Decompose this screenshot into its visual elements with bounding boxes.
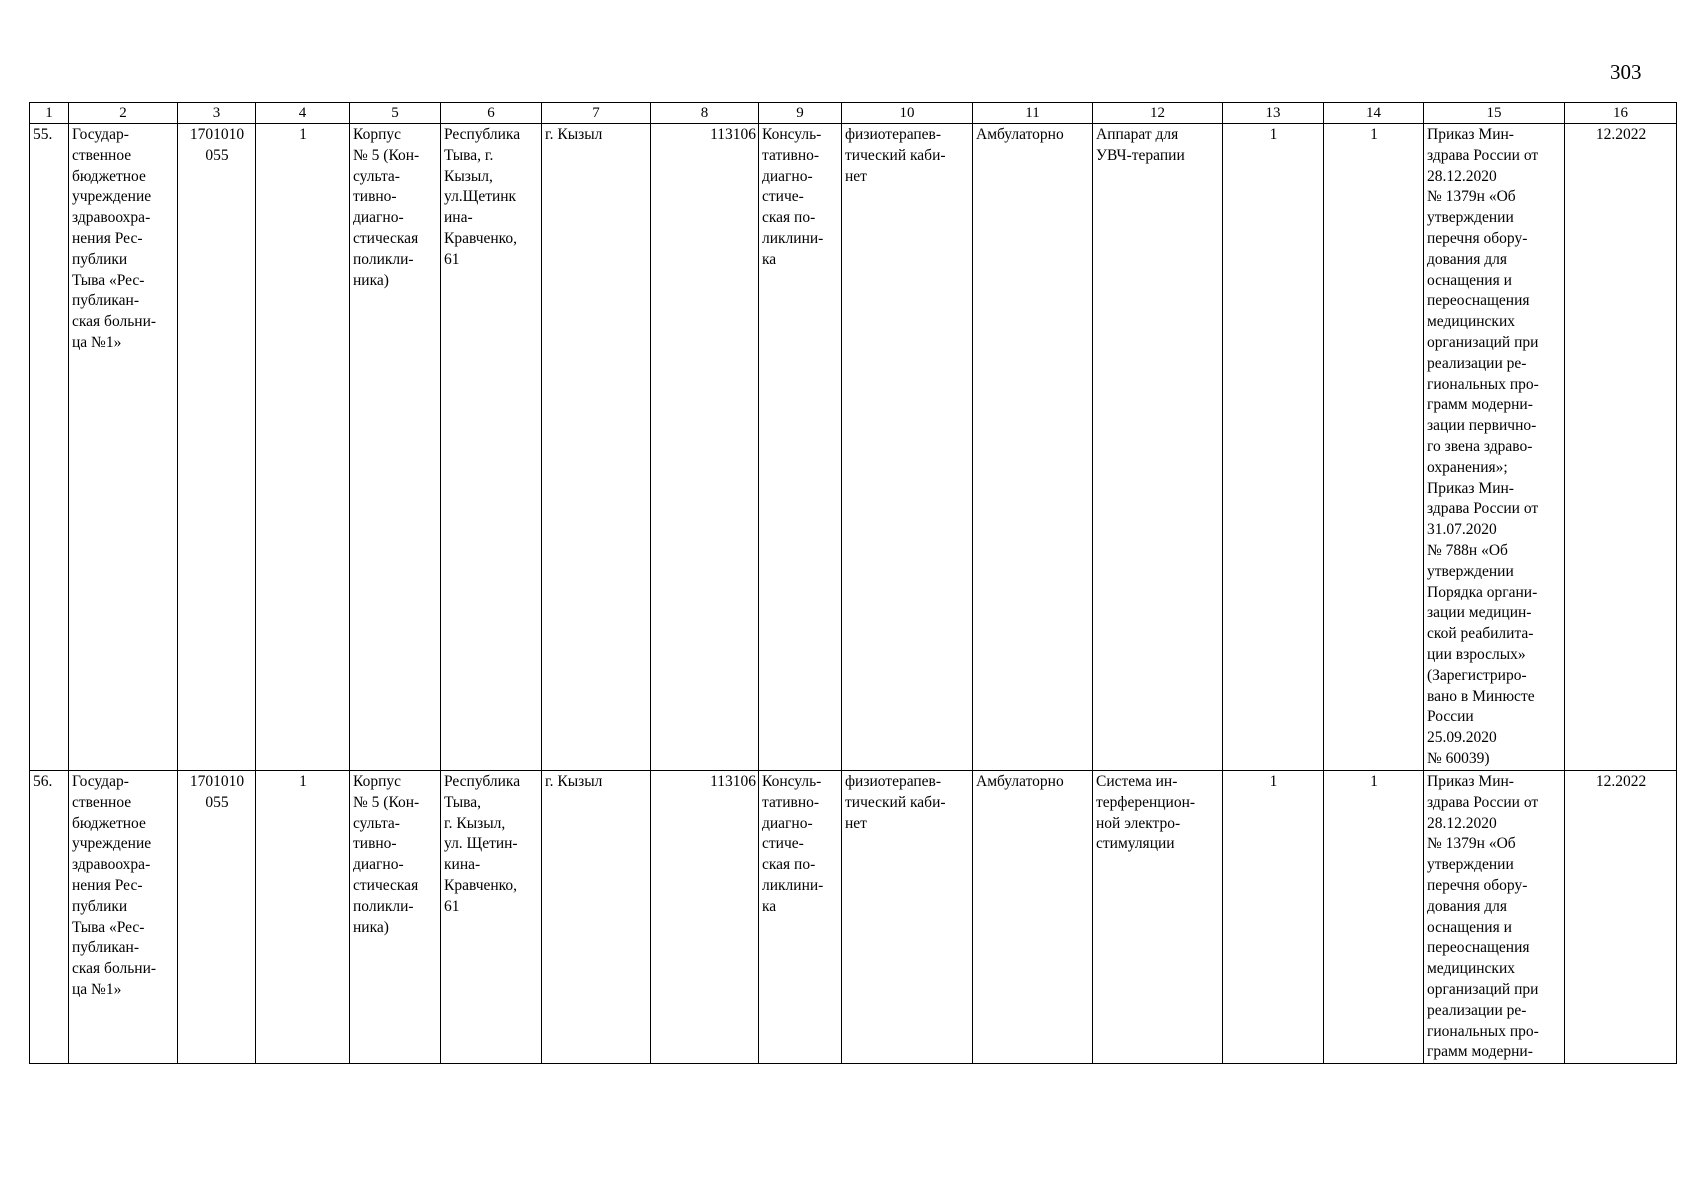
city-cell: г. Кызыл (542, 124, 651, 771)
legal-basis-cell: Приказ Мин- здрава России от 28.12.2020 № 1379н «Об утверждении перечня обору- дования для оснащения и переоснащения медицинских организаций при реализации ре- гиональных про- грамм модерни- (1424, 771, 1565, 1064)
building-cell: Корпус № 5 (Кон- сульта- тивно- диагно- стическая поликли- ника) (350, 771, 441, 1064)
registry-table (29, 102, 1677, 1064)
code-8-cell: 113106 (651, 124, 759, 771)
quantity-cell: 1 (1324, 124, 1424, 771)
address-cell: Республика Тыва, г. Кызыл, ул. Щетин- кина- Кравченко, 61 (441, 771, 542, 1064)
column-number: 13 (1223, 103, 1324, 124)
organization-cell: Государ- ственное бюджетное учреждение здравоохра- нения Рес- публики Тыва «Рес- публикан- ская больни- ца №1» (69, 124, 178, 771)
equipment-cell: Аппарат для УВЧ-терапии (1093, 124, 1223, 771)
division-cell: Консуль- тативно- диагно- стиче- ская по- ликлини- ка (759, 124, 842, 771)
address-cell: Республика Тыва, г. Кызыл, ул.Щетинк ина- Кравченко, 61 (441, 124, 542, 771)
building-cell: Корпус № 5 (Кон- сульта- тивно- диагно- стическая поликли- ника) (350, 124, 441, 771)
quantity-cell: 1 (1223, 771, 1324, 1064)
row-number: 55. (30, 124, 69, 771)
division-cell: Консуль- тативно- диагно- стиче- ская по- ликлини- ка (759, 771, 842, 1064)
room-cell: физиотерапев- тический каби- нет (842, 771, 973, 1064)
column-number: 6 (441, 103, 542, 124)
table-row (30, 771, 1677, 1064)
column-number: 4 (256, 103, 350, 124)
care-type-cell: Амбулаторно (973, 124, 1093, 771)
count-cell: 1 (256, 771, 350, 1064)
column-number: 11 (973, 103, 1093, 124)
room-cell: физиотерапев- тический каби- нет (842, 124, 973, 771)
quantity-cell: 1 (1223, 124, 1324, 771)
city-cell: г. Кызыл (542, 771, 651, 1064)
column-number: 14 (1324, 103, 1424, 124)
code-8-cell: 113106 (651, 771, 759, 1064)
column-number: 15 (1424, 103, 1565, 124)
column-number: 5 (350, 103, 441, 124)
code-cell: 1701010 055 (178, 124, 256, 771)
row-number: 56. (30, 771, 69, 1064)
date-cell: 12.2022 (1565, 124, 1677, 771)
column-number: 3 (178, 103, 256, 124)
column-number: 2 (69, 103, 178, 124)
date-cell: 12.2022 (1565, 771, 1677, 1064)
column-number: 7 (542, 103, 651, 124)
count-cell: 1 (256, 124, 350, 771)
organization-cell: Государ- ственное бюджетное учреждение здравоохра- нения Рес- публики Тыва «Рес- публикан- ская больни- ца №1» (69, 771, 178, 1064)
column-number: 9 (759, 103, 842, 124)
column-number: 16 (1565, 103, 1677, 124)
page-number: 303 (1610, 60, 1642, 84)
code-cell: 1701010 055 (178, 771, 256, 1064)
column-number: 1 (30, 103, 69, 124)
column-number-row (30, 103, 1677, 124)
quantity-cell: 1 (1324, 771, 1424, 1064)
column-number: 8 (651, 103, 759, 124)
column-number: 10 (842, 103, 973, 124)
legal-basis-cell: Приказ Мин- здрава России от 28.12.2020 № 1379н «Об утверждении перечня обору- дования для оснащения и переоснащения медицинских организаций при реализации ре- гиональных про- грамм модерни- зации первично- го звена здраво- охранения»; Приказ Мин- здрава России от 31.07.2020 № 788н «Об утверждении Порядка органи- зации медицин- ской реабилита- ции взрослых» (Зарегистриро- вано в Минюсте России 25.09.2020 № 60039) (1424, 124, 1565, 771)
care-type-cell: Амбулаторно (973, 771, 1093, 1064)
column-number: 12 (1093, 103, 1223, 124)
equipment-cell: Система ин- терференцион- ной электро- стимуляции (1093, 771, 1223, 1064)
table-row (30, 124, 1677, 771)
